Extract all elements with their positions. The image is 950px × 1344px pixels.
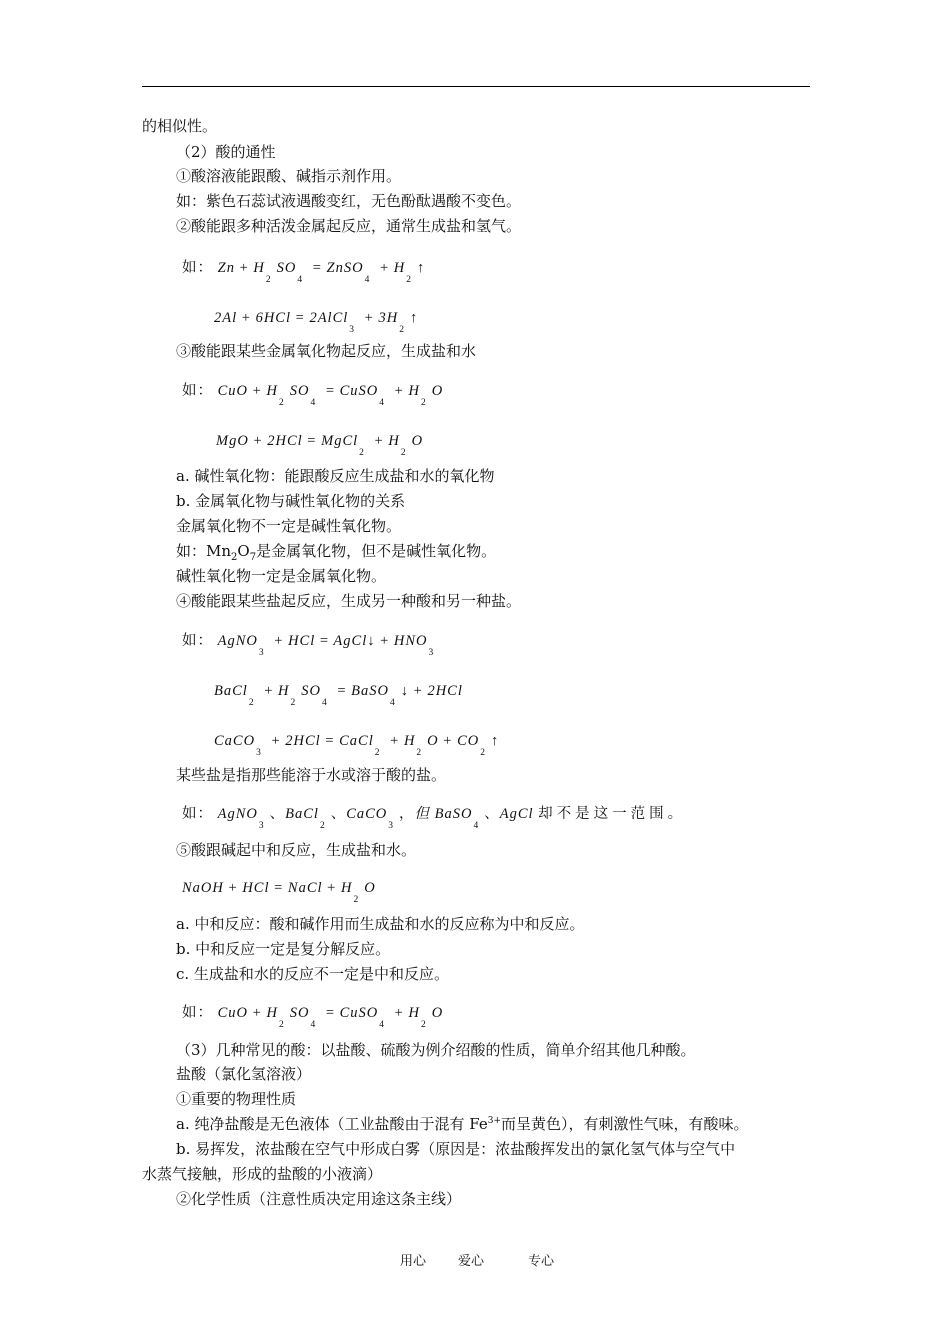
subscript: 3	[258, 821, 264, 831]
footer-word: 用心	[400, 1254, 427, 1269]
header-rule	[142, 86, 810, 87]
text-fragment: O	[237, 542, 250, 560]
page-footer	[400, 1250, 554, 1269]
equation	[214, 731, 500, 758]
subscript: 4	[310, 1020, 316, 1030]
text-line: ①重要的物理性质	[176, 1090, 297, 1108]
text-line: b. 中和反应一定是复分解反应。	[176, 940, 391, 958]
section-heading: （2）酸的通性	[176, 143, 276, 161]
equation	[182, 878, 376, 905]
text-line: ②化学性质（注意性质决定用途这条主线）	[176, 1190, 462, 1208]
text-line: ④酸能跟某些盐起反应，生成另一种酸和另一种盐。	[176, 592, 522, 610]
equation	[182, 804, 687, 831]
superscript: 3+	[487, 1116, 501, 1126]
subscript: 2	[416, 748, 422, 758]
equation-body: AgNO$_3$、BaCl$_2$、CaCO$_3$，但 BaSO$_4$、AgCl	[217, 806, 534, 831]
subscript: 2	[359, 448, 364, 458]
text-line: ①酸溶液能跟酸、碱指示剂作用。	[176, 167, 402, 185]
text-line: b. 易挥发，浓盐酸在空气中形成白雾（原因是：浓盐酸挥发出的氯化氢气体与空气中	[176, 1140, 736, 1158]
equation-lead: 如：	[182, 383, 213, 399]
text-line: 如：紫色石蕊试液遇酸变红，无色酚酞遇酸不变色。	[176, 192, 522, 210]
subscript: 4	[379, 1020, 385, 1030]
text-line: ③酸能跟某些金属氧化物起反应，生成盐和水	[176, 342, 477, 360]
subscript: 2	[399, 325, 404, 335]
equation	[182, 258, 426, 285]
subscript: 4	[297, 275, 303, 285]
subscript: 2	[480, 748, 485, 758]
subscript: 2	[290, 698, 296, 708]
subscript: 2	[278, 1020, 284, 1030]
text-line: 水蒸气接触，形成的盐酸的小液滴）	[142, 1165, 383, 1183]
footer-word: 专心	[528, 1254, 555, 1269]
equation-tail: 却不是这一范围。	[538, 806, 687, 822]
subscript: 4	[390, 698, 395, 708]
text-fragment: 如：Mn	[176, 542, 232, 560]
subscript: 2	[265, 275, 271, 285]
equation-body: BaCl$_2$ + $H_2SO_4$ = BaSO$_4$↓ + 2HCl	[214, 683, 463, 708]
subscript: 4	[379, 398, 385, 408]
subscript: 2	[319, 821, 325, 831]
equation-lead: 如：	[182, 806, 213, 822]
subscript: 2	[278, 398, 284, 408]
equation	[214, 681, 463, 708]
text-line: ⑤酸跟碱起中和反应，生成盐和水。	[176, 841, 417, 859]
text-line: a. 中和反应：酸和碱作用而生成盐和水的反应称为中和反应。	[176, 915, 585, 933]
subscript: 3	[258, 648, 264, 658]
text-line	[176, 541, 496, 564]
equation	[182, 381, 444, 408]
subscript: 2	[248, 698, 254, 708]
text-line: c. 生成盐和水的反应不一定是中和反应。	[176, 965, 449, 983]
text-line: b. 金属氧化物与碱性氧化物的关系	[176, 492, 406, 510]
equation-lead: 如：	[182, 260, 213, 276]
text-line: a. 碱性氧化物：能跟酸反应生成盐和水的氧化物	[176, 467, 495, 485]
equation	[182, 1003, 444, 1030]
subscript: 2	[420, 1020, 426, 1030]
equation-body: CuO + $H_2SO_4$ = CuSO$_4$ + $H_2O$	[217, 383, 444, 408]
text-fragment: a. 纯净盐酸是无色液体（工业盐酸由于混有 Fe	[176, 1115, 488, 1133]
equation	[214, 308, 419, 335]
subscript: 3	[256, 748, 261, 758]
equation-body: AgNO$_3$ + HCl = AgCl↓ + $HNO_3$	[217, 633, 434, 658]
subscript: 2	[420, 398, 426, 408]
equation-body: NaOH + HCl = NaCl + $H_2O$	[182, 880, 376, 905]
subscript: 3	[388, 821, 394, 831]
equation	[216, 431, 424, 458]
section-heading: （3）几种常见的酸：以盐酸、硫酸为例介绍酸的性质，简单介绍其他几种酸。	[176, 1041, 696, 1059]
text-line: 的相似性。	[142, 117, 218, 135]
subscript: 4	[310, 398, 316, 408]
subscript: 2	[406, 275, 412, 285]
equation-body: CaCO$_3$ + 2HCl = CaCl$_2$ + $H_2O$ + $CO_2↑$	[214, 733, 500, 758]
subscript: 2	[231, 552, 238, 563]
subscript: 2	[374, 748, 380, 758]
text-line	[176, 1114, 749, 1137]
subscript: 4	[364, 275, 370, 285]
subscript: 4	[473, 821, 479, 831]
equation	[182, 631, 439, 658]
equation-body: $Zn + H_2SO_4$ = ZnSO$_4$ + $H_2↑$	[217, 260, 426, 285]
equation-lead: 如：	[182, 633, 213, 649]
equation-lead: 如：	[182, 1005, 213, 1021]
subscript: 3	[428, 648, 434, 658]
text-line: ②酸能跟多种活泼金属起反应，通常生成盐和氢气。	[176, 217, 522, 235]
footer-word: 爱心	[458, 1254, 485, 1269]
equation-body: CuO + $H_2SO_4$ = CuSO$_4$ + $H_2O$	[217, 1005, 444, 1030]
subscript: 3	[349, 325, 355, 335]
equation-body: MgO + 2HCl = MgCl$_2$ + $H_2O$	[216, 433, 424, 458]
subscript: 4	[321, 698, 327, 708]
text-line: 某些盐是指那些能溶于水或溶于酸的盐。	[176, 766, 447, 784]
subscript: 2	[400, 448, 406, 458]
subscript: 7	[249, 552, 257, 563]
text-line: 盐酸（氯化氢溶液）	[176, 1065, 312, 1083]
text-line: 金属氧化物不一定是碱性氧化物。	[176, 517, 402, 535]
text-fragment: 是金属氧化物，但不是碱性氧化物。	[256, 542, 497, 560]
text-fragment: 而呈黄色），有刺激性气味，有酸味。	[501, 1115, 749, 1133]
text-line: 碱性氧化物一定是金属氧化物。	[176, 567, 387, 585]
subscript: 2	[353, 895, 359, 905]
equation-body: 2Al + 6HCl = 2AlCl$_3$ + $3H_2↑$	[214, 310, 419, 335]
